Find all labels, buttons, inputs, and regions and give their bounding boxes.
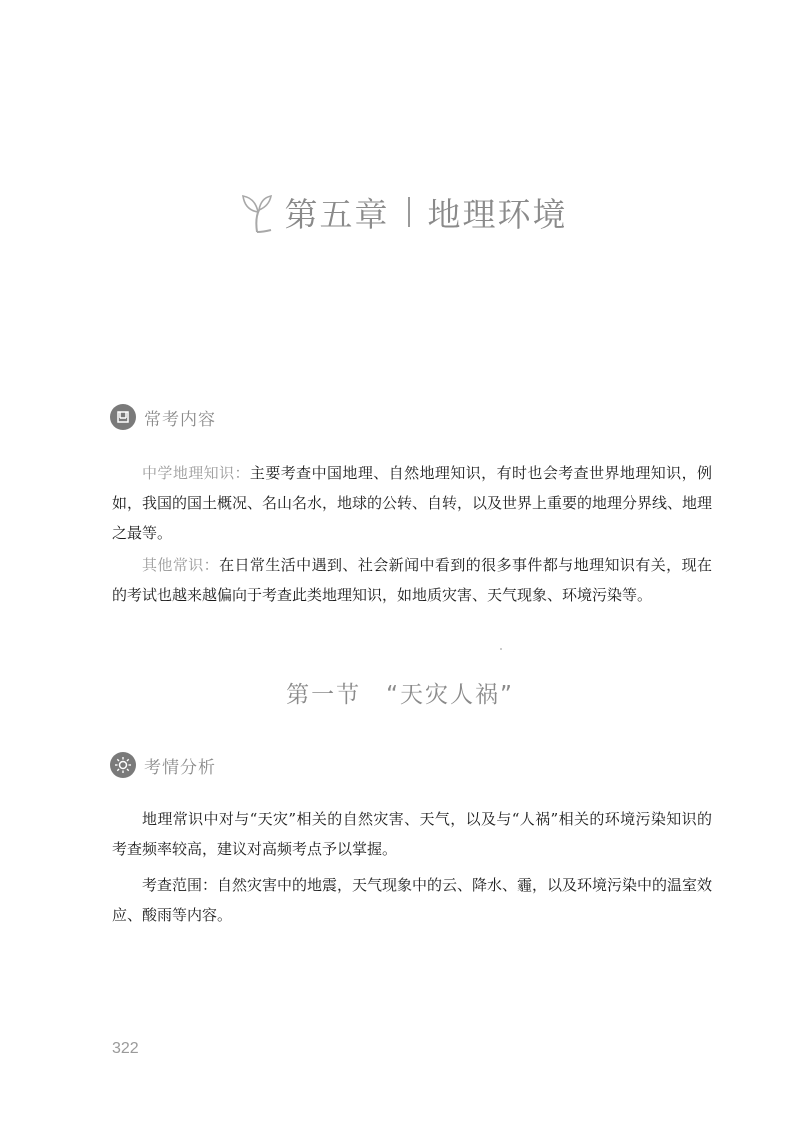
sun-icon xyxy=(110,752,136,778)
paragraph-label: 中学地理知识： xyxy=(142,464,250,482)
section-heading-analysis xyxy=(110,752,216,778)
section-heading-common xyxy=(110,404,216,430)
section-heading-label: 考情分析 xyxy=(144,757,216,778)
paragraph-text: 在日常生活中遇到、社会新闻中看到的很多事件都与地理知识有关，现在的考试也越来越偏向于考查此类地理知识，如地质灾害、天气现象、环境污染等。 xyxy=(112,556,712,604)
paragraph-middle-school xyxy=(112,458,712,548)
section-title: 第一节 “天灾人祸” xyxy=(286,682,514,708)
page-number: 322 xyxy=(112,1040,139,1057)
paragraph-label: 其他常识： xyxy=(142,556,220,574)
sprout-icon xyxy=(233,188,281,236)
chapter-divider xyxy=(408,197,410,227)
paragraph-analysis-2: 考查范围：自然灾害中的地震，天气现象中的云、降水、霾，以及环境污染中的温室效应、酸雨等内容。 xyxy=(112,876,713,924)
bookmark-icon xyxy=(110,404,136,430)
paragraph-other xyxy=(112,550,712,610)
paragraph-analysis-1: 地理常识中对与“天灾”相关的自然灾害、天气，以及与“人祸”相关的环境污染知识的考查频率较高，建议对高频考点予以掌握。 xyxy=(112,810,712,858)
chapter-number: 第五章 xyxy=(284,194,390,234)
stray-dot xyxy=(500,648,502,650)
chapter-title xyxy=(0,188,800,240)
chapter-name: 地理环境 xyxy=(427,194,568,234)
section-heading-label: 常考内容 xyxy=(144,409,216,430)
paragraph-text: 主要考查中国地理、自然地理知识，有时也会考查世界地理知识，例如，我国的国土概况、名山名水，地球的公转、自转，以及世界上重要的地理分界线、地理之最等。 xyxy=(112,464,713,542)
